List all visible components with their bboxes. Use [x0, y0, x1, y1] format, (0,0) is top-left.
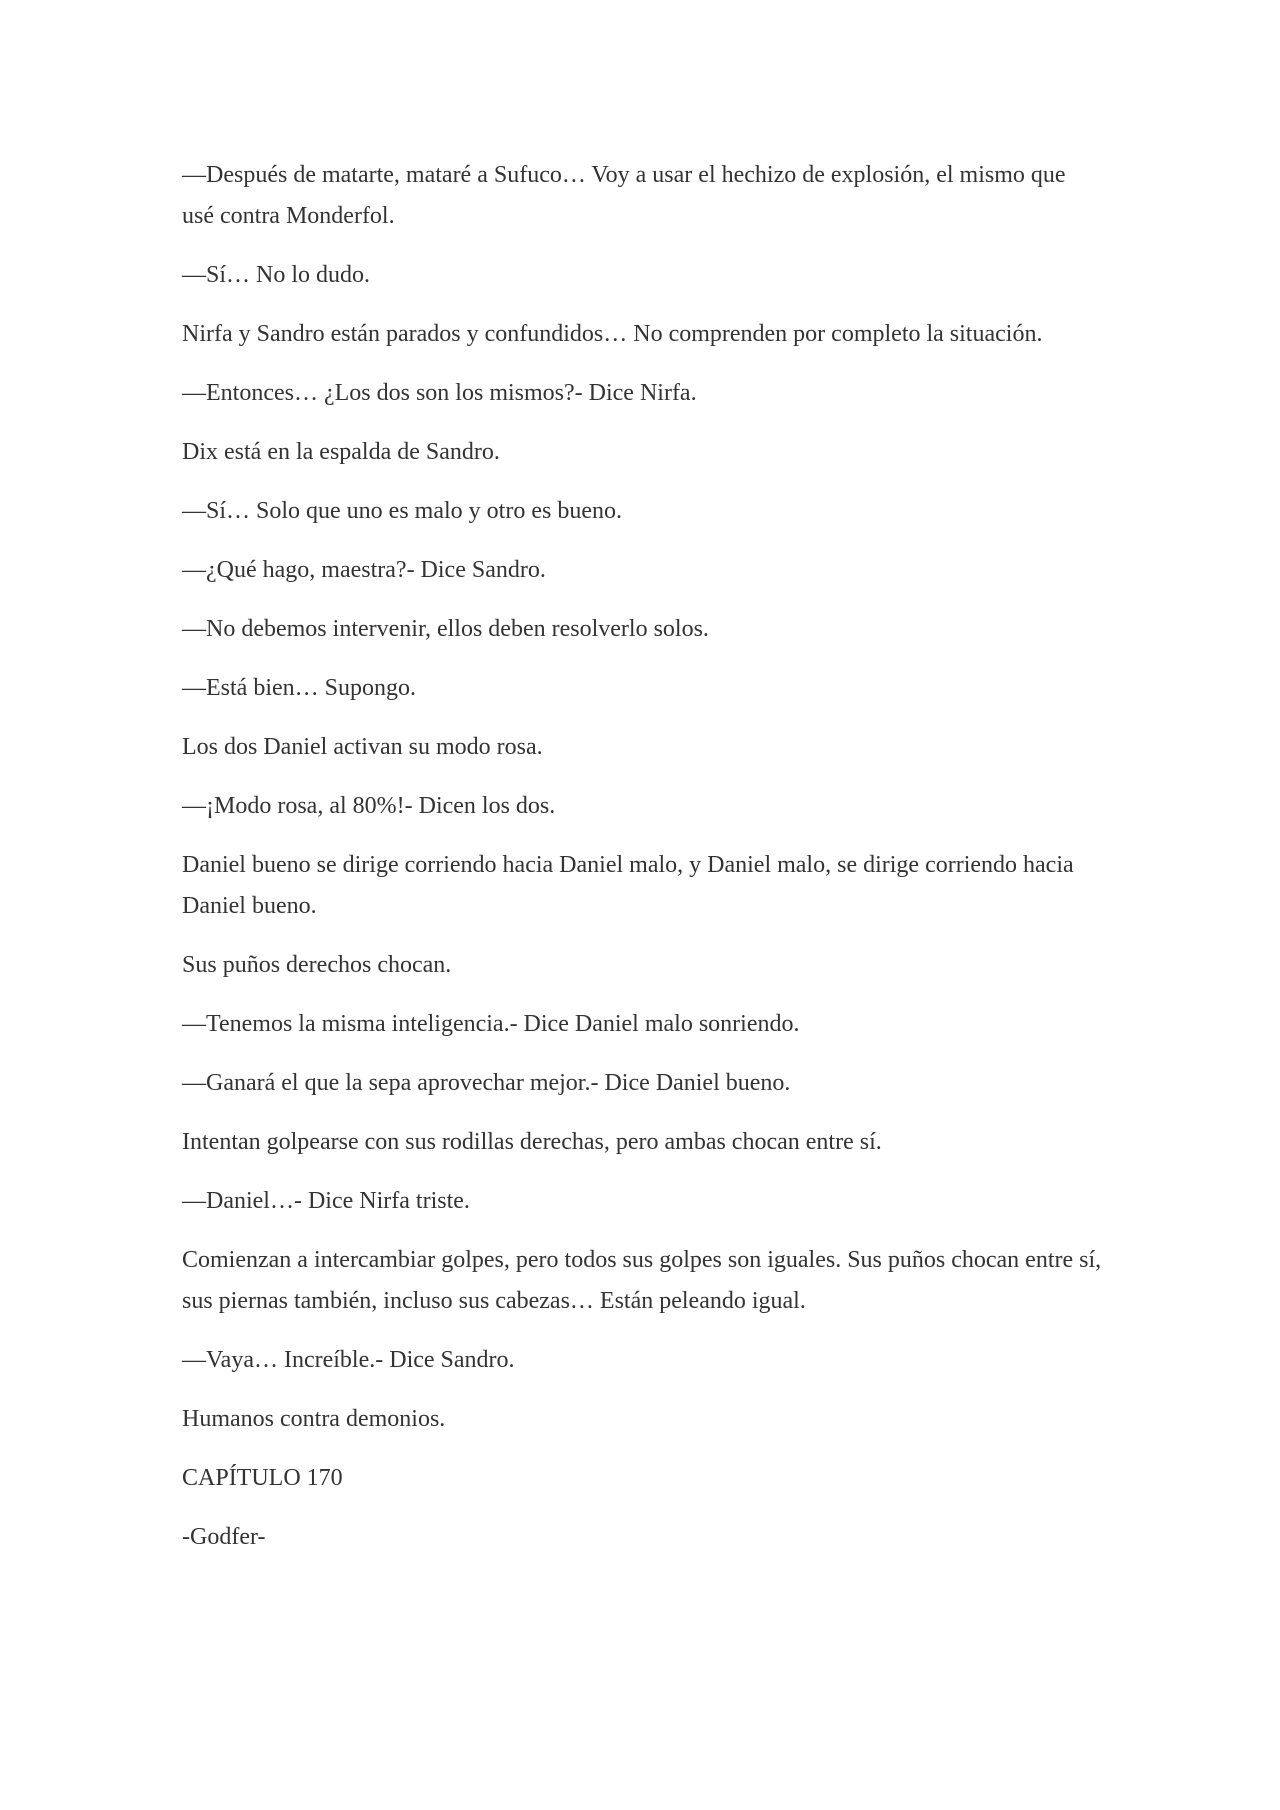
paragraph: Intentan golpearse con sus rodillas derechas, pero ambas chocan entre sí. [182, 1129, 882, 1155]
paragraph: —Ganará el que la sepa aprovechar mejor.- Dice Daniel bueno. [182, 1070, 791, 1096]
paragraph: Humanos contra demonios. [182, 1406, 446, 1432]
paragraph: Daniel bueno se dirige corriendo hacia Daniel malo, y Daniel malo, se dirige corriendo hacia Daniel bueno. [182, 852, 1074, 919]
paragraph: Comienzan a intercambiar golpes, pero todos sus golpes son iguales. Sus puños chocan entre sí, sus piernas también, incluso sus cabezas… Están peleando igual. [182, 1247, 1102, 1314]
paragraph: —Daniel…- Dice Nirfa triste. [182, 1188, 470, 1214]
paragraph: —¡Modo rosa, al 80%!- Dicen los dos. [182, 793, 556, 819]
paragraph: —Entonces… ¿Los dos son los mismos?- Dice Nirfa. [182, 380, 697, 406]
chapter-heading: CAPÍTULO 170 [182, 1465, 343, 1491]
paragraph: —No debemos intervenir, ellos deben resolverlo solos. [182, 616, 709, 642]
paragraph: Dix está en la espalda de Sandro. [182, 439, 500, 465]
document-body [182, 155, 1102, 1576]
chapter-subtitle: -Godfer- [182, 1524, 266, 1550]
paragraph: —¿Qué hago, maestra?- Dice Sandro. [182, 557, 546, 583]
paragraph: Sus puños derechos chocan. [182, 952, 452, 978]
paragraph: —Tenemos la misma inteligencia.- Dice Daniel malo sonriendo. [182, 1011, 800, 1037]
paragraph: Nirfa y Sandro están parados y confundidos… No comprenden por completo la situación. [182, 321, 1043, 347]
paragraph: —Después de matarte, mataré a Sufuco… Voy a usar el hechizo de explosión, el mismo que usé contra Monderfol. [182, 162, 1066, 229]
paragraph: —Está bien… Supongo. [182, 675, 416, 701]
paragraph: —Vaya… Increíble.- Dice Sandro. [182, 1347, 515, 1373]
paragraph: Los dos Daniel activan su modo rosa. [182, 734, 543, 760]
paragraph: —Sí… No lo dudo. [182, 262, 371, 288]
paragraph: —Sí… Solo que uno es malo y otro es bueno. [182, 498, 622, 524]
